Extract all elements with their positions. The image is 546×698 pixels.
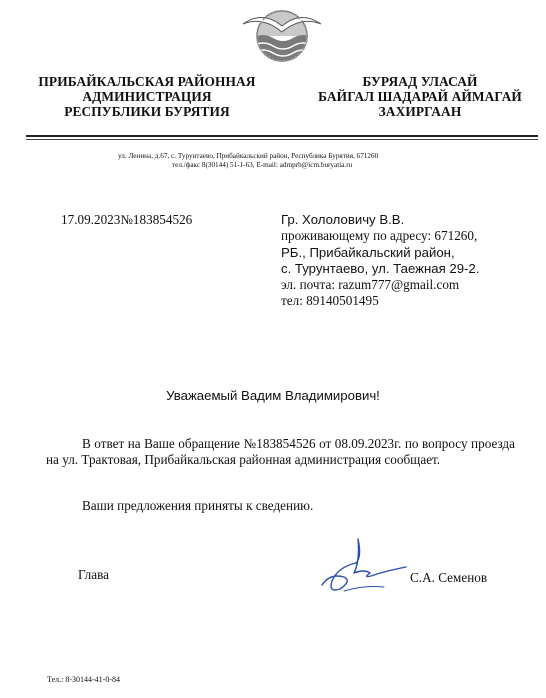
body-paragraph: В ответ на Ваше обращение №183854526 от 08.09.2023г. по вопросу проезда на ул. Трактовая, Прибайкальская районная администрация сообщает.	[46, 436, 515, 467]
greeting: Уважаемый Вадим Владимирович!	[166, 388, 380, 403]
recipient-phone: тел: 89140501495	[281, 293, 379, 309]
organization-contacts: тел./факс 8(30144) 51-1-63, E-mail: admprb@icm.buryatia.ru	[172, 161, 353, 169]
recipient-address-line: проживающему по адресу: 671260,	[281, 228, 478, 244]
header-divider-thick	[26, 135, 538, 137]
header-divider-thin	[26, 139, 538, 140]
header-right-block	[300, 74, 540, 119]
handwritten-signature-icon	[314, 533, 414, 595]
footer-phone: Тел.: 8-30144-41-0-84	[47, 675, 121, 684]
recipient-email: эл. почта: razum777@gmail.com	[281, 277, 460, 293]
header-right-line: БАЙГАЛ ШАДАРАЙ АЙМАГАЙ	[318, 89, 522, 104]
recipient-address-line: РБ., Прибайкальский район,	[281, 244, 455, 260]
header-left-line: РЕСПУБЛИКИ БУРЯТИЯ	[64, 104, 230, 119]
header-left-line: ПРИБАЙКАЛЬСКАЯ РАЙОННАЯ	[38, 74, 256, 89]
emblem-seagull-wave-icon	[241, 2, 323, 64]
header-left-block	[22, 74, 272, 119]
recipient-name: Гр. Хололовичу В.В.	[281, 212, 405, 227]
header-right-line: ЗАХИРГААН	[378, 104, 462, 119]
recipient-block	[281, 212, 479, 310]
signatory-title: Глава	[78, 567, 109, 582]
header-right-line: БУРЯАД УЛАСАЙ	[362, 74, 478, 89]
outgoing-number: 17.09.2023№183854526	[61, 212, 193, 227]
signatory-name: С.А. Семенов	[410, 570, 488, 585]
organization-address: ул. Ленина, д.67, с. Турунтаево, Прибайкальский район, Республика Бурятия, 671260	[118, 152, 379, 160]
header-left-line: АДМИНИСТРАЦИЯ	[82, 89, 212, 104]
body-paragraph: Ваши предложения приняты к сведению.	[82, 498, 314, 513]
recipient-address-line: с. Турунтаево, ул. Таежная 29-2.	[281, 260, 480, 276]
